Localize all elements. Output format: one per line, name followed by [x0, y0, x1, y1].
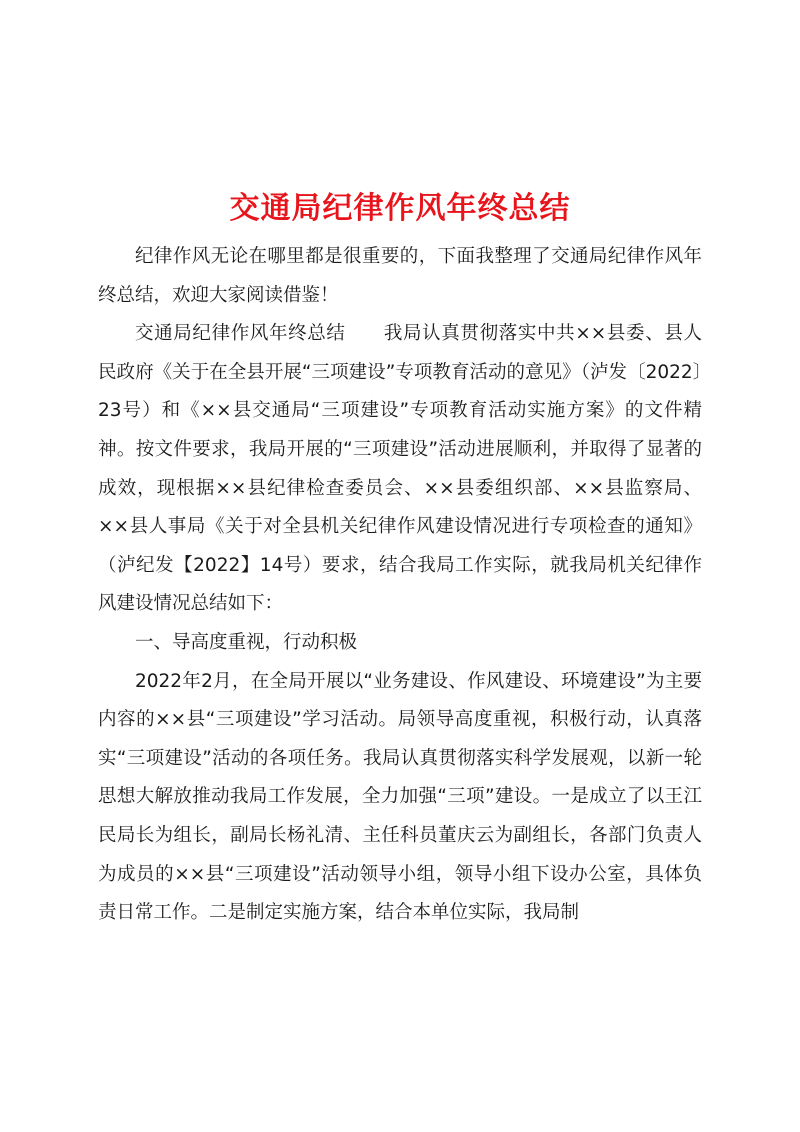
- summary-paragraph: 交通局纪律作风年终总结 我局认真贯彻落实中共××县委、县人民政府《关于在全县开展“三项建设”专项教育活动的意见》（泸发〔2022〕23号）和《××县交通局“三项建设”专项教育活动实施方案》的文件精神。按文件要求，我局开展的“三项建设”活动进展顺利，并取得了显著的成效，现根据××县纪律检查委员会、××县委组织部、××县监察局、××县人事局《关于对全县机关纪律作风建设情况进行专项检查的通知》（泸纪发【2022】14号）要求，结合我局工作实际，就我局机关纪律作风建设情况总结如下：: [98, 323, 702, 615]
- intro-paragraph: 纪律作风无论在哪里都是很重要的，下面我整理了交通局纪律作风年终总结，欢迎大家阅读借鉴！: [98, 246, 702, 306]
- section-heading: 一、导高度重视，行动积极: [135, 631, 358, 653]
- section-paragraph: 2022年2月，在全局开展以“业务建设、作风建设、环境建设”为主要内容的××县“三项建设”学习活动。局领导高度重视，积极行动，认真落实“三项建设”活动的各项任务。我局认真贯彻落实科学发展观，以新一轮思想大解放推动我局工作发展，全力加强“三项”建设。一是成立了以王江民局长为组长，副局长杨礼清、主任科员董庆云为副组长，各部门负责人为成员的××县“三项建设”活动领导小组，领导小组下设办公室，具体负责日常工作。二是制定实施方案，结合本单位实际，我局制: [98, 670, 702, 924]
- document-title: 交通局纪律作风年终总结: [229, 191, 571, 227]
- document-body: [98, 238, 702, 933]
